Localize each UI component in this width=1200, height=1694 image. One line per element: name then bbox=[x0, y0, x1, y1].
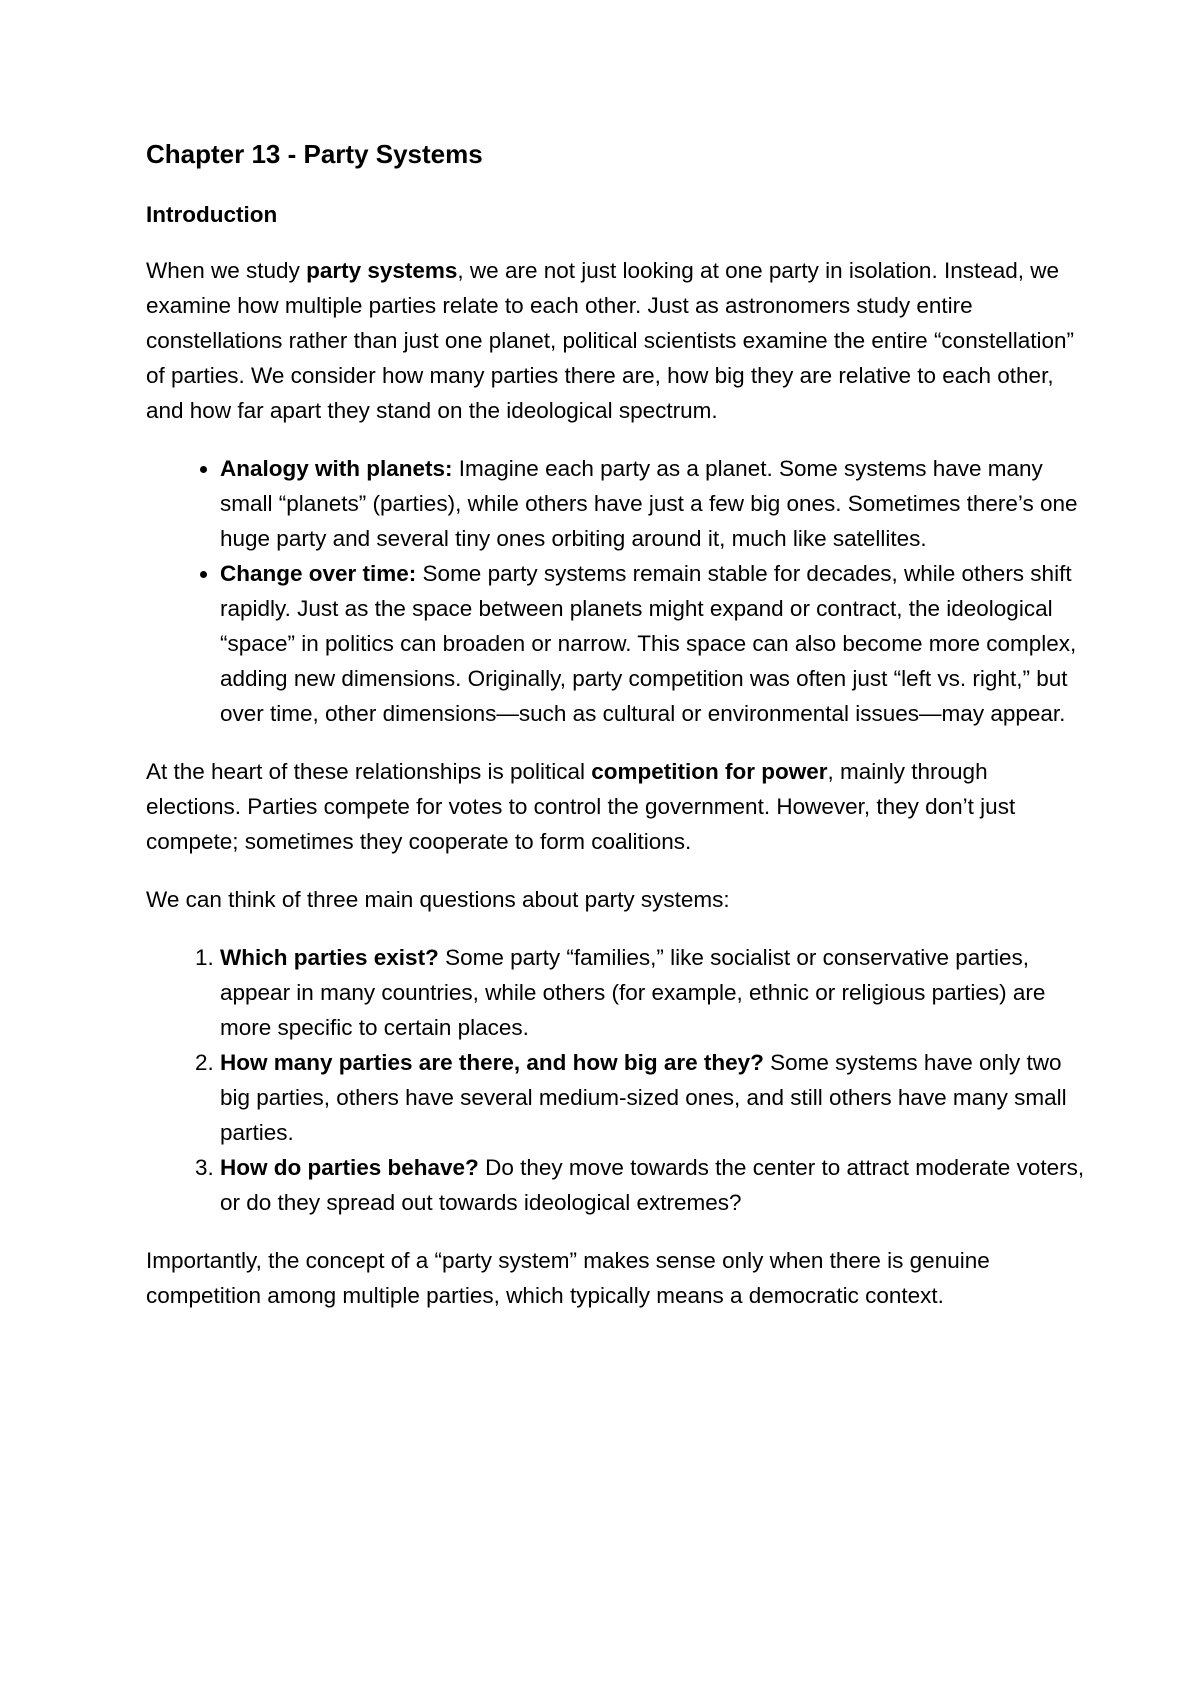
competition-paragraph-text-a: At the heart of these relationships is political bbox=[146, 759, 592, 785]
competition-paragraph-bold: competition for power bbox=[591, 759, 828, 785]
numbered-item-bold: How do parties behave? bbox=[220, 1155, 479, 1181]
numbered-item bbox=[220, 1045, 1086, 1150]
bullet-item bbox=[220, 556, 1086, 731]
questions-intro-paragraph: We can think of three main questions about party systems: bbox=[146, 887, 730, 913]
bullet-item-text: Imagine each party as a planet. Some systems have many small “planets” (parties), while others have just a few big ones. Sometimes there’s one huge party and several tiny ones orbiting around it, much like satellites. bbox=[220, 456, 1078, 552]
numbered-item bbox=[220, 940, 1086, 1045]
intro-paragraph-text-c: , we are not just looking at one party in isolation. Instead, we examine how multiple parties relate to each other. Just as astronomers study entire constellations rather than just one planet, political scientists examine the entire “constellation” of parties. We consider how many parties there are, how big they are relative to each other, and how far apart they stand on the ideological spectrum. bbox=[146, 258, 1075, 424]
section-heading-introduction: Introduction bbox=[146, 201, 278, 227]
bullet-item-text: Some party systems remain stable for decades, while others shift rapidly. Just as the space between planets might expand or contract, the ideological “space” in politics can broaden or narrow. This space can also become more complex, adding new dimensions. Originally, party competition was often just “left vs. right,” but over time, other dimensions—such as cultural or environmental issues—may appear. bbox=[220, 561, 1077, 727]
numbered-item-text: Do they move towards the center to attract moderate voters, or do they spread out towards ideological extremes? bbox=[220, 1155, 1085, 1216]
competition-paragraph-text-c: , mainly through elections. Parties compete for votes to control the government. However, they don’t just compete; sometimes they cooperate to form coalitions. bbox=[146, 759, 1016, 855]
numbered-item-text: Some party “families,” like socialist or conservative parties, appear in many countries, while others (for example, ethnic or religious parties) are more specific to certain places. bbox=[220, 945, 1046, 1041]
intro-paragraph-bold: party systems bbox=[306, 258, 458, 284]
competition-paragraph bbox=[146, 754, 1086, 859]
intro-paragraph bbox=[146, 253, 1086, 428]
numbered-list bbox=[146, 940, 1086, 1220]
bullet-list bbox=[146, 451, 1086, 731]
numbered-item-text: Some systems have only two big parties, others have several medium-sized ones, and still others have many small parties. bbox=[220, 1050, 1067, 1146]
numbered-item-bold: How many parties are there, and how big are they? bbox=[220, 1050, 764, 1076]
bullet-item bbox=[220, 451, 1086, 556]
bullet-item-bold: Change over time: bbox=[220, 561, 417, 587]
document-page bbox=[146, 138, 1086, 1336]
numbered-item-bold: Which parties exist? bbox=[220, 945, 439, 971]
numbered-item bbox=[220, 1150, 1086, 1220]
bullet-item-bold: Analogy with planets: bbox=[220, 456, 453, 482]
chapter-title: Chapter 13 - Party Systems bbox=[146, 139, 483, 169]
intro-paragraph-text-a: When we study bbox=[146, 258, 307, 284]
conclusion-paragraph: Importantly, the concept of a “party system” makes sense only when there is genuine competition among multiple parties, which typically means a democratic context. bbox=[146, 1248, 990, 1309]
